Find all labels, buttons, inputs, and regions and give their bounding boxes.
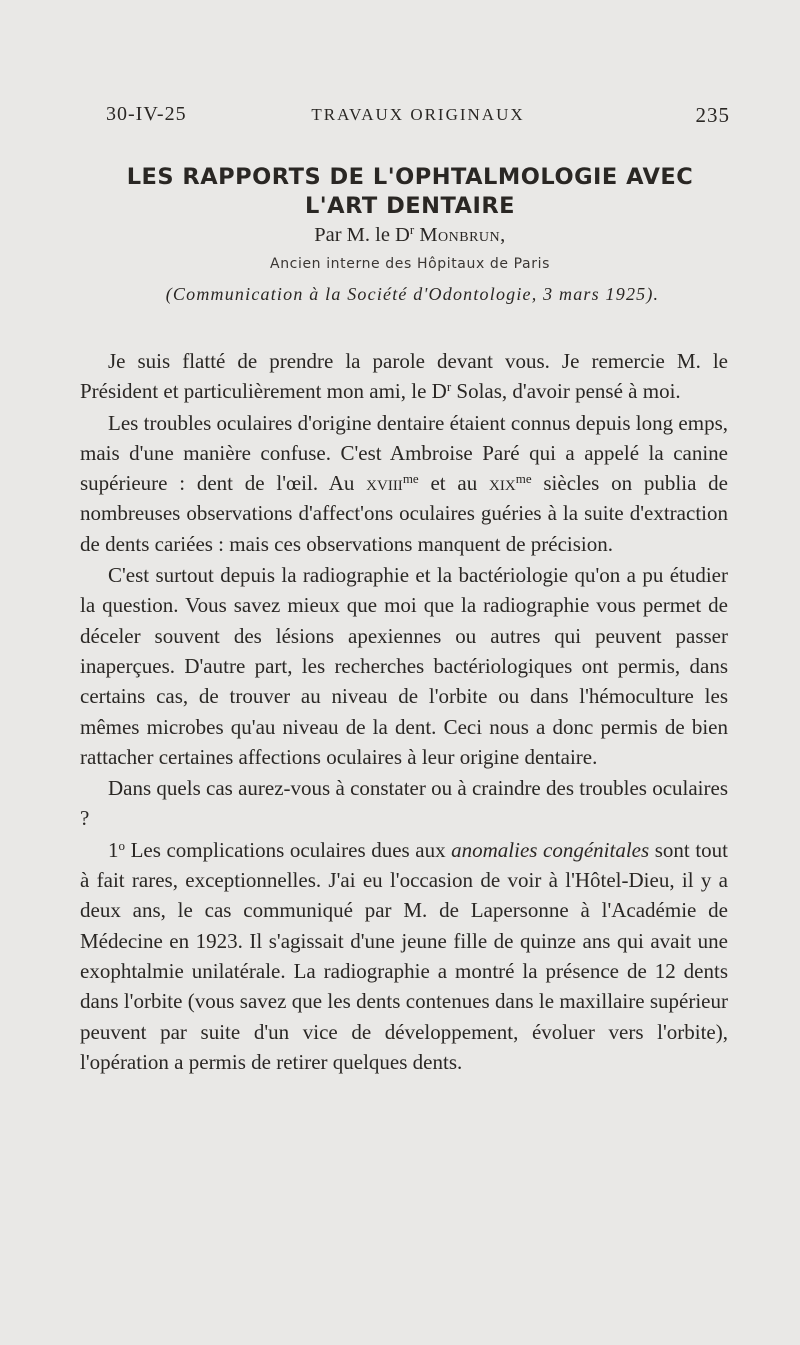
- title-line-2: L'ART DENTAIRE: [304, 193, 516, 219]
- title-line-1: LES RAPPORTS DE L'OPHTALMOLOGIE AVEC: [126, 164, 694, 190]
- running-head: [106, 103, 730, 133]
- paragraph-5: [80, 835, 728, 1077]
- communication-note: (Communication à la Société d'Odontologie, 3 mars 1925).: [165, 284, 660, 304]
- author-affiliation: Ancien interne des Hôpitaux de Paris: [270, 256, 550, 272]
- p1-sup: r: [446, 379, 452, 395]
- p5-italic: anomalies congénitales: [451, 837, 650, 862]
- p2-sup-2: me: [515, 471, 532, 487]
- p2-century-2: xix: [489, 471, 516, 496]
- paragraph-1: [80, 346, 728, 407]
- section-title: TRAVAUX ORIGINAUX: [311, 105, 525, 124]
- paragraph-3: C'est surtout depuis la radiographie et la bactériologie qu'on a pu étudier la question. Vous savez mieux que moi que la radiographie vous permet de déceler souvent des lésions apexiennes ou autres qui peuvent passer inaperçues. D'autre part, les recherches bactériologiques ont permis, dans certains cas, de trouver au niveau de l'orbite ou dans l'hémoculture les mêmes microbes qu'au niveau de la dent. Ceci nous a donc permis de bien rattacher certaines affections oculaires à leur origine dentaire.: [80, 563, 728, 769]
- author-name: Monbrun,: [419, 224, 506, 246]
- p1-text-a: Je suis flatté de prendre la parole devant vous. Je remercie M. le Président et particulièrement mon ami, le D: [80, 349, 728, 404]
- article-title: [80, 163, 740, 221]
- article-body: [80, 346, 728, 1078]
- issue-date: 30-IV-25: [106, 103, 187, 125]
- byline-sup: r: [409, 222, 415, 237]
- p2-sup-1: me: [402, 471, 419, 487]
- paragraph-2: [80, 408, 728, 559]
- p5-text-b: sont tout à fait rares, exceptionnelles. J'ai eu l'occasion de voir à l'Hôtel-Dieu, il y a deux ans, le cas communiqué par M. de Lapersonne à l'Académie de Médecine en 1923. Il s'agissait d'une jeune fille de quinze ans qui avait une exophtalmie unilatérale. La radiographie a montré la présence de 12 dents dans l'orbite (vous savez que les dents contenues dans le maxillaire supérieur peuvent par suite d'un vice de développement, évoluer vers l'orbite), l'opération a permis de retirer quelques dents.: [80, 837, 728, 1074]
- p5-number: 1: [108, 837, 119, 862]
- p1-text-b: Solas, d'avoir pensé à moi.: [451, 379, 681, 404]
- p2-century-1: xviii: [366, 471, 403, 496]
- p2-text-c: siècles on publia de nombreuses observations d'affect'ons oculaires guéries à la suite d'extraction de dents cariées : mais ces observations manquent de précision.: [80, 471, 728, 556]
- p2-text-b: et au: [418, 471, 490, 496]
- p2-text-a: Les troubles oculaires d'origine dentaire étaient connus depuis long emps, mais d'une manière confuse. C'est Ambroise Paré qui a appelé la canine supérieure : dent de l'œil. Au: [80, 410, 728, 496]
- page-number: 235: [695, 103, 730, 127]
- byline-prefix: Par M. le D: [314, 224, 410, 246]
- p5-sup: o: [118, 837, 125, 853]
- byline: [80, 224, 740, 247]
- paragraph-4: Dans quels cas aurez-vous à constater ou à craindre des troubles oculaires ?: [80, 776, 728, 831]
- p5-text-a: Les complications oculaires dues aux: [125, 837, 452, 862]
